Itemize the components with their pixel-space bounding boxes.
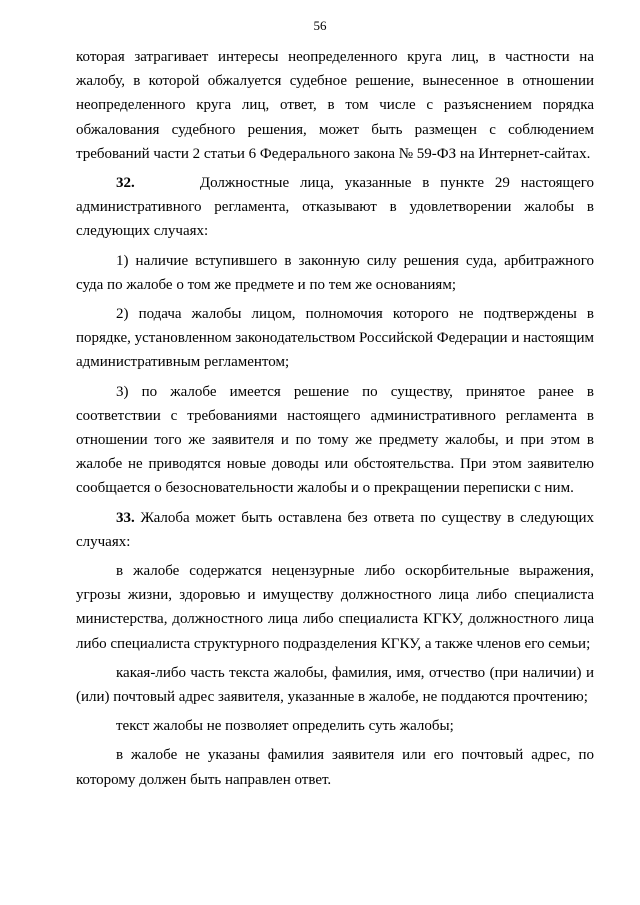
paragraph-33-text: Жалоба может быть оставлена без ответа по существу в следующих случаях: xyxy=(76,509,594,550)
clause-number-33: 33. xyxy=(116,509,135,526)
case-item-no-address: в жалобе не указаны фамилия заявителя или его почтовый адрес, по которому должен быть направлен ответ. xyxy=(76,747,594,788)
case-item-undefined-essence: текст жалобы не позволяет определить суть жалобы; xyxy=(116,718,454,735)
list-item-3: 3) по жалобе имеется решение по существу, принятое ранее в соответствии с требованиями настоящего административного регламента в отношении того же заявителя и по тому же предмету жалобы, и при этом в жалобе не приводятся новые доводы или обстоятельства. При этом заявителю сообщается о безосновательности жалобы и о прекращении переписки с ним. xyxy=(76,383,594,497)
case-item-obscene: в жалобе содержатся нецензурные либо оскорбительные выражения, угрозы жизни, здоровью и имуществу должностного лица либо специалиста министерства, должностного лица либо специалиста КГКУ, должностного лица либо специалиста структурного подразделения КГКУ, а также членов его семьи; xyxy=(76,563,594,652)
paragraph-32 xyxy=(76,171,594,244)
clause-number-32: 32. xyxy=(116,175,135,192)
paragraph-continuation: которая затрагивает интересы неопределенного круга лиц, в частности на жалобу, в которой обжалуется судебное решение, вынесенное в отношении неопределенного круга лиц, ответ, в том числе с разъяснением порядка обжалования судебного решения, может быть размещен с соблюдением требований части 2 статьи 6 Федерального закона № 59-ФЗ на Интернет-сайтах. xyxy=(76,49,594,162)
document-body xyxy=(76,45,594,792)
list-item-1: 1) наличие вступившего в законную силу решения суда, арбитражного суда по жалобе о том же предмете и по тем же основаниям; xyxy=(76,252,594,293)
list-item-2: 2) подача жалобы лицом, полномочия которого не подтверждены в порядке, установленном законодательством Российской Федерации и настоящим административным регламентом; xyxy=(76,306,594,371)
page-number: 56 xyxy=(313,18,327,33)
paragraph-33 xyxy=(76,506,594,554)
case-item-unreadable: какая-либо часть текста жалобы, фамилия, имя, отчество (при наличии) и (или) почтовый адрес заявителя, указанные в жалобе, не поддаются прочтению; xyxy=(76,664,594,706)
paragraph-32-text: Должностные лица, указанные в пункте 29 настоящего административного регламента, отказывают в удовлетворении жалобы в следующих случаях: xyxy=(76,175,595,240)
